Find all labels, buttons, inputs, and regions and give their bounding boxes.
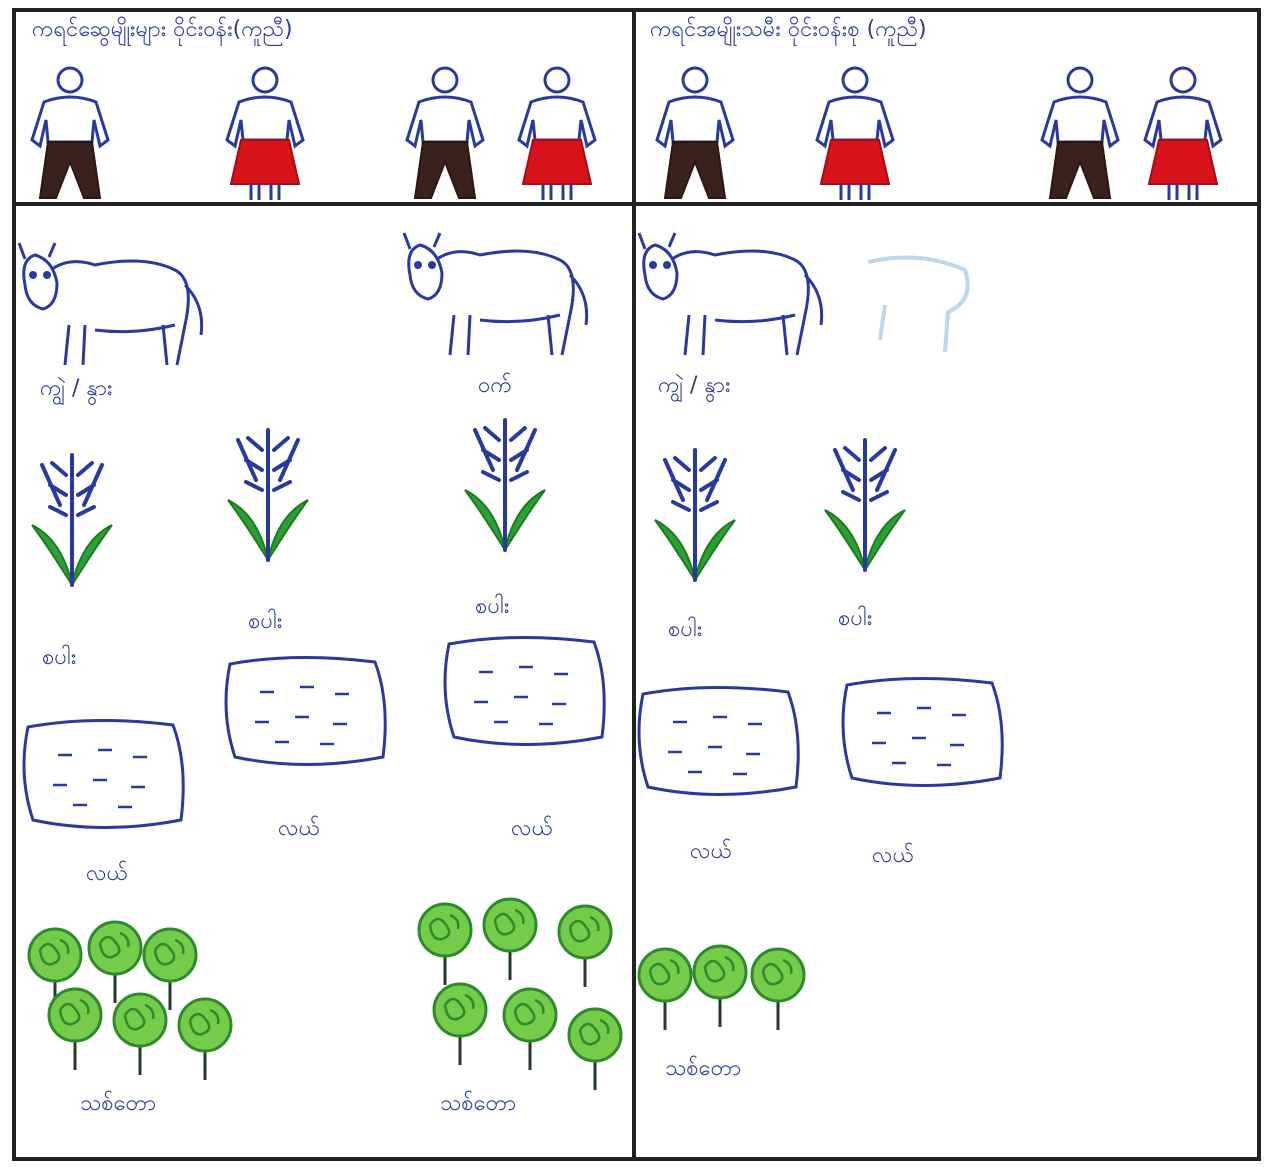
- faded-animal-sketch: [868, 258, 968, 353]
- field-icon: [24, 720, 183, 827]
- paddy-icon: [655, 450, 735, 580]
- left-field-label-1: လယ်: [86, 861, 128, 886]
- pig-icon: [404, 233, 587, 355]
- woman-icon: [519, 68, 595, 200]
- man-icon: [657, 68, 733, 198]
- woman-icon: [1145, 68, 1221, 200]
- paddy-icon: [228, 430, 308, 560]
- left-paddy-label-1: စပါး: [42, 645, 77, 670]
- left-paddy-label-3: စပါး: [475, 594, 510, 619]
- header-left-title: ကရင်ဆွေမျိုးများ ဝိုင်းဝန်း(ကူညီ): [32, 17, 293, 42]
- right-field-label-2: လယ်: [872, 843, 914, 868]
- left-field-label-3: လယ်: [511, 816, 553, 841]
- forest-left-2: [419, 899, 621, 1090]
- right-paddy-label-2: စပါး: [838, 606, 873, 631]
- left-forest-label-2: သစ်တော: [440, 1091, 517, 1116]
- left-field-label-2: လယ်: [278, 816, 320, 841]
- field-icon: [843, 678, 1002, 785]
- left-pig-label: ဝက်: [478, 373, 512, 398]
- man-icon: [407, 68, 483, 198]
- man-icon: [32, 68, 108, 198]
- woman-icon: [227, 68, 303, 200]
- paddy-icon: [32, 455, 112, 585]
- woman-icon: [817, 68, 893, 200]
- forest-left-1: [29, 922, 231, 1080]
- paddy-icon: [465, 420, 545, 550]
- people-right: [657, 68, 1221, 200]
- header-right-title: ကရင်အမျိုးသမီး ဝိုင်းဝန်းစု (ကူညီ): [650, 17, 927, 42]
- paddy-icon: [825, 440, 905, 570]
- forest-right: [639, 946, 804, 1030]
- field-icon: [639, 687, 798, 794]
- right-field-label-1: လယ်: [690, 839, 732, 864]
- man-icon: [1042, 68, 1118, 198]
- buffalo-icon: [19, 243, 202, 365]
- right-paddy-label-1: စပါး: [668, 617, 703, 642]
- people-left: [32, 68, 595, 200]
- buffalo-icon: [639, 233, 822, 355]
- field-icon: [445, 637, 604, 744]
- field-icon: [226, 657, 385, 764]
- left-forest-label-1: သစ်တော: [80, 1091, 157, 1116]
- right-forest-label: သစ်တော: [665, 1056, 742, 1081]
- left-animal-label: ကျွဲ / နွား: [40, 376, 113, 401]
- left-paddy-label-2: စပါး: [248, 609, 283, 634]
- right-animal-label: ကျွဲ / နွား: [658, 373, 731, 398]
